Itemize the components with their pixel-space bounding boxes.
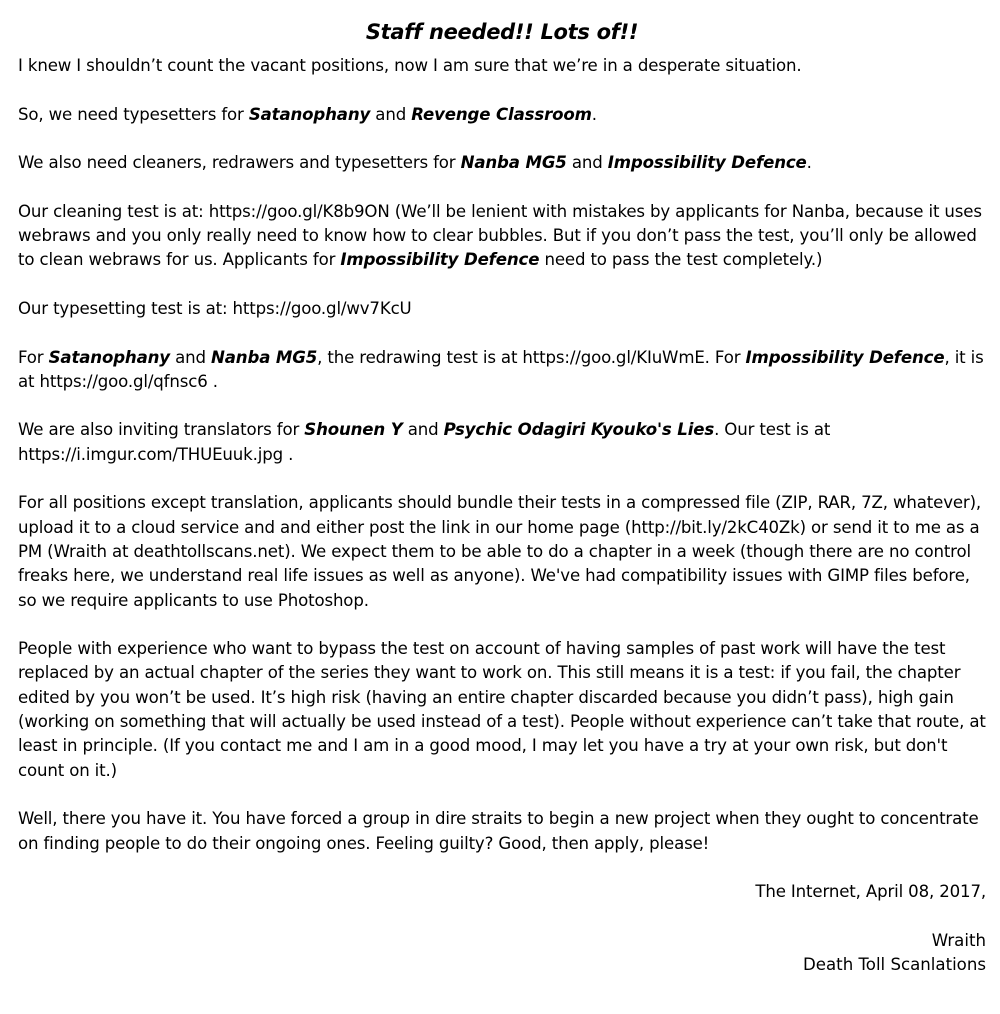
signature-group: Death Toll Scanlations	[803, 954, 986, 974]
text-segment: and	[370, 104, 412, 124]
intro-text: I knew I shouldn’t count the vacant positions, now I am sure that we’re in a desperate situation.	[18, 56, 802, 75]
series-title-nanba: Nanba MG5	[460, 153, 567, 173]
paragraph-translators	[18, 418, 986, 467]
text-segment: , the redrawing test is at https://goo.gl/KIuWmE. For	[317, 347, 746, 367]
text-segment: . Our test is at https://i.imgur.com/THUEuuk.jpg .	[18, 420, 831, 464]
document-page	[18, 14, 986, 977]
paragraph-experience	[18, 637, 986, 783]
text-segment: and	[566, 153, 608, 173]
paragraph-closing	[18, 807, 986, 856]
paragraph-typesetters	[18, 103, 986, 127]
paragraph-cleaning-test	[18, 200, 986, 273]
text-segment: and	[169, 347, 212, 367]
series-title-satanophany: Satanophany	[248, 104, 371, 124]
signature-name: Wraith	[931, 930, 986, 950]
series-title-shounen-y: Shounen Y	[304, 420, 403, 440]
series-title-impossibility-defence: Impossibility Defence	[340, 250, 540, 270]
text-segment: We are also inviting translators for	[18, 420, 305, 440]
paragraph-submission	[18, 491, 986, 612]
signature-block	[18, 929, 986, 978]
series-title-impossibility-defence: Impossibility Defence	[607, 153, 807, 173]
text-segment: Well, there you have it. You have forced a group in dire straits to begin a new project when they ought to concentrate on finding people to do their ongoing ones. Feeling guilty? Good, then apply, please!	[18, 809, 979, 853]
text-segment: Our typesetting test is at: https://goo.gl/wv7KcU	[18, 298, 412, 318]
series-title-revenge-classroom: Revenge Classroom	[411, 104, 592, 124]
paragraph-intro	[18, 54, 986, 78]
dateline: The Internet, April 08, 2017,	[755, 882, 986, 902]
series-title-impossibility-defence: Impossibility Defence	[745, 347, 945, 367]
text-segment: and	[402, 420, 444, 440]
text-segment: People with experience who want to bypass the test on account of having samples of past work will have the test replaced by an actual chapter of the series they want to work on. This still means it is a test: if you fail, the chapter edited by you won’t be used. It’s high risk (having an entire chapter discarded because you didn’t pass), high gain (working on something that will actually be used instead of a test). People without experience can’t take that route, at least in principle. (If you contact me and I am in a good mood, I may let you have a try at your own risk, but don't count on it.)	[18, 639, 986, 780]
paragraph-cleaners	[18, 151, 986, 175]
series-title-psychic-odagiri: Psychic Odagiri Kyouko's Lies	[443, 420, 715, 440]
paragraph-typesetting-test	[18, 297, 986, 321]
text-segment: We also need cleaners, redrawers and typesetters for	[18, 153, 461, 173]
text-segment: For	[18, 347, 49, 367]
page-title: Staff needed!! Lots of!!	[365, 20, 639, 44]
text-segment: For all positions except translation, applicants should bundle their tests in a compressed file (ZIP, RAR, 7Z, whatever), upload it to a cloud service and and either post the link in our home page (http://bit.ly/2kC40Zk) or send it to me as a PM (Wraith at deathtollscans.net). We expect them to be able to do a chapter in a week (though there are no control freaks here, we understand real life issues as well as anyone). We've had compatibility issues with GIMP files before, so we require applicants to use Photoshop.	[18, 493, 982, 610]
text-segment: .	[806, 153, 812, 173]
series-title-nanba: Nanba MG5	[211, 347, 318, 367]
text-segment: So, we need typesetters for	[18, 104, 249, 124]
text-segment: .	[591, 104, 597, 124]
text-segment: , it is at https://goo.gl/qfnsc6 .	[18, 347, 984, 391]
series-title-satanophany: Satanophany	[48, 347, 170, 367]
text-segment: Our cleaning test is at: https://goo.gl/K8b9ON (We’ll be lenient with mistakes by applicants for Nanba, because it uses webraws and you only really need to know how to clear bubbles. But if you don’t pass the test, you’ll only be allowed to clean webraws for us. Applicants for	[18, 201, 982, 270]
paragraph-redrawing-test	[18, 346, 986, 395]
text-segment: need to pass the test completely.)	[539, 250, 823, 270]
